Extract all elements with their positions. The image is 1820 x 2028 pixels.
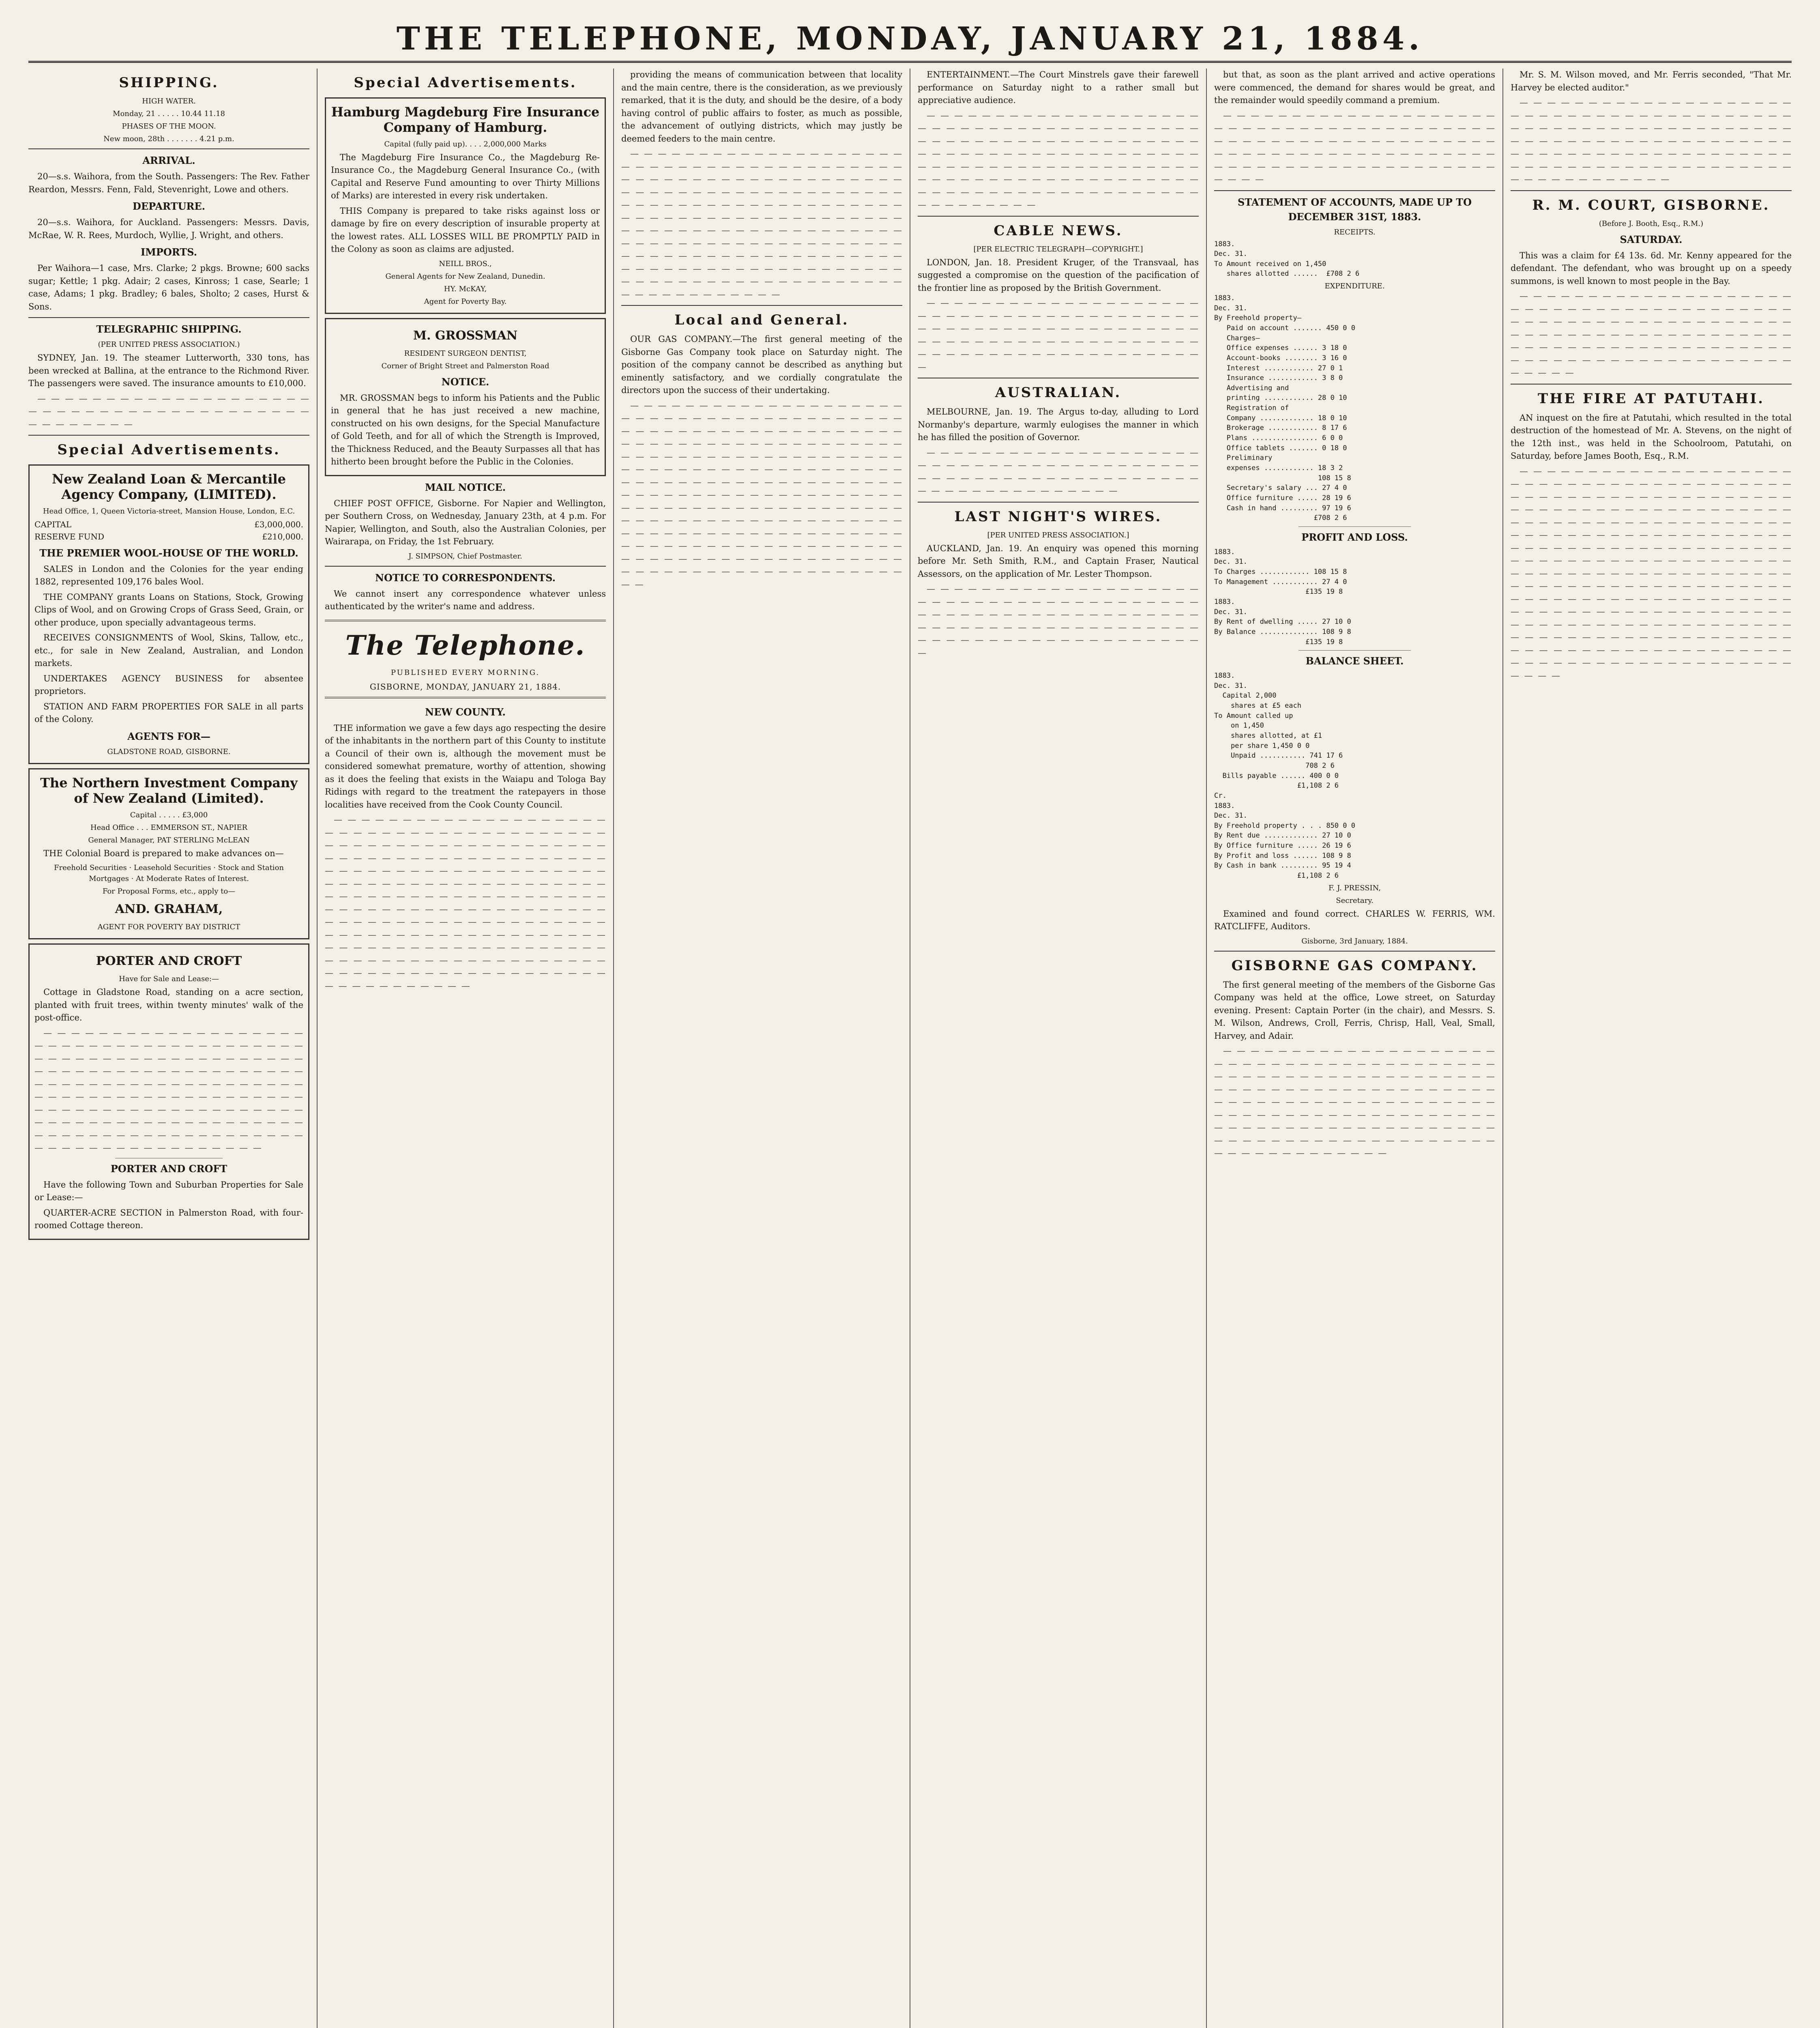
telegraph-heading: TELEGRAPHIC SHIPPING. <box>96 323 242 335</box>
imports-text: Per Waihora—1 case, Mrs. Clarke; 2 pkgs. Browne; 600 sacks sugar; Kettle; 1 pkg. Adair; 2 cases, Kinross; 1 case, Searle; 1 case, Adams; 1 pkg. Bradley; 6 bales, Sholto; 2 cases, Hurst & Sons. <box>28 263 309 312</box>
hamburg-text: The Magdeburg Fire Insurance Co., the Magdeburg Re-Insurance Co., the Magdeburg General Insurance Co., (with Capital and Reserve Fund amounting to over Thirty Millions of Marks) are interested in every risk undertaken. <box>331 152 600 201</box>
porter-advert <box>28 943 309 1240</box>
grossman-advert <box>325 318 606 476</box>
grossman-address: Corner of Bright Street and Palmerston Road <box>381 361 549 370</box>
loan-undertakes-text: UNDERTAKES AGENCY BUSINESS for absentee proprietors. <box>34 673 303 696</box>
loan-capital-value: £3,000,000. <box>254 519 303 529</box>
hamburg-section-title: Special Advertisements. <box>354 75 577 91</box>
column-1 <box>28 69 317 2028</box>
departure-heading: DEPARTURE. <box>133 200 205 212</box>
new-moon: New moon, 28th . . . . . . . 4.21 p.m. <box>103 135 234 143</box>
fire-heading: THE FIRE AT PATUTAHI. <box>1537 390 1765 407</box>
northern-advance: THE Colonial Board is prepared to make advances on— <box>43 848 284 858</box>
wires-note: [PER UNITED PRESS ASSOCIATION.] <box>987 531 1129 539</box>
col5-lead: but that, as soon as the plant arrived and active operations were commenced, the demand for shares would be great, and the remainder would speedily command a premium. <box>1214 70 1495 105</box>
wires-heading: LAST NIGHT'S WIRES. <box>954 508 1162 525</box>
divider <box>1214 190 1495 191</box>
imports-heading: IMPORTS. <box>141 246 197 258</box>
grossman-role: RESIDENT SURGEON DENTIST, <box>404 349 527 358</box>
county-heading: NEW COUNTY. <box>425 706 506 718</box>
divider <box>1511 384 1792 385</box>
porter-name: PORTER AND CROFT <box>96 954 242 969</box>
northern-manager: General Manager, PAT STERLING McLEAN <box>88 836 250 844</box>
divider <box>1298 526 1411 527</box>
gas-text: The first general meeting of the members of the Gisborne Gas Company was held at the office, Lowe street, on Saturday evening. Present: Captain Porter (in the chair), and Messrs. S. M. Wilson, Andrews, Croll, Ferris, Chrisp, Hall, Veal, Small, Harvey, and Adair. <box>1214 980 1495 1041</box>
hamburg-agent2-role: Agent for Poverty Bay. <box>424 297 507 306</box>
loan-advert <box>28 464 309 764</box>
cable-heading: CABLE NEWS. <box>994 222 1123 239</box>
receipts-heading: RECEIPTS. <box>1334 228 1376 236</box>
divider <box>28 435 309 436</box>
expenditure-heading: EXPENDITURE. <box>1324 282 1385 291</box>
column-5 <box>1206 69 1502 2028</box>
loan-reserve-value: £210,000. <box>262 531 303 541</box>
grossman-notice: NOTICE. <box>441 376 489 388</box>
accounts-signer-role: Secretary. <box>1336 896 1374 905</box>
telegraph-note: (PER UNITED PRESS ASSOCIATION.) <box>98 340 240 349</box>
column-4 <box>910 69 1206 2028</box>
divider <box>28 317 309 318</box>
loan-agents-heading: AGENTS FOR— <box>127 730 210 742</box>
column-filler: — — — — — — — — — — — — — — — — — — — — — — — — — — — — — — — — — — — — — — — — — — — — — — — — — — — — — — — — — — — — — — — — — — — — — — — — — — — — — — — — — — — — — — — — — — — — — — — — — — — — — — — — — — — — — — — — — — — — — — — — — — — — — <box>1511 291 1792 378</box>
divider <box>918 502 1199 503</box>
wool-house-heading: THE PREMIER WOOL-HOUSE OF THE WORLD. <box>39 547 298 559</box>
porter-end-text: Have the following Town and Suburban Properties for Sale or Lease:— <box>34 1179 303 1203</box>
loan-office: Head Office, 1, Queen Victoria-street, Mansion House, London, E.C. <box>43 507 295 516</box>
loan-station-text: STATION AND FARM PROPERTIES FOR SALE in all parts of the Colony. <box>34 701 303 724</box>
high-water: HIGH WATER. <box>142 97 196 105</box>
loan-capital-label: CAPITAL <box>34 519 72 529</box>
loan-section-title: Special Advertisements. <box>57 442 281 458</box>
tide-monday: Monday, 21 . . . . . 10.44 11.18 <box>113 110 225 118</box>
northern-company-name: The Northern Investment Company of New Zealand (Limited). <box>40 775 298 806</box>
column-filler: — — — — — — — — — — — — — — — — — — — — — — — — — — — — — — — — — — — — — — — — — — — — — — — — — — — — — — — — — — — — — — — — — — — — — — — — — — — — — — — — — — — — — — — — — — — — — — — — — — — — — — — — — — — — — — — — — — — — — — — — — — — — — — — — — — — — — — — — — — — — — — — — — — — — — — — — — — — — — — — — — — — — — — — — — — — — — — — — — — — — — — — — — — — — — — — — — — — — — — — — — — — — — — — — — — — — — — — — — — — — — — — — — — — — — — — — — — — — — — — — — — — — — — — — — — — — — — — — — — — — — — — — — — — — — — — — — — — — — — — — — — — — — — — — — — — — — — — — — — — — — — — — — — — — — — — — — — — — — — — — — — — — <box>1511 466 1792 681</box>
australian-text: MELBOURNE, Jan. 19. The Argus to-day, alluding to Lord Normanby's departure, warmly eulogises the manner in which he has filled the position of Governor. <box>918 407 1199 442</box>
column-filler: — — — — — — — — — — — — — — — — — — — — — — — — — — — — — — — — — — — — — — — — — — — — — — — — — — — — — — — — — — — — — — — — — — — — — — — — — — — — — — — — — — — — — — — — — — — — — — — — — — — — — — — — — — — — — — — — — — — — — — — — — — — — — — — — — — — — <box>1511 98 1792 184</box>
cable-note: [PER ELECTRIC TELEGRAPH—COPYRIGHT.] <box>973 245 1143 254</box>
balance-sheet-heading: BALANCE SHEET. <box>1305 655 1404 667</box>
divider <box>621 305 902 306</box>
profit-loss-table: 1883. Dec. 31. To Charges ............ 108 15 8 To Management ........... 27 4 0 £135 19 8 1883. Dec. 31. By Rent of dwelling ..... 27 10 0 By Balance .............. 108 9 8 £135 19 8 <box>1214 548 1351 646</box>
grossman-name: M. GROSSMAN <box>413 328 518 343</box>
expenditure-table: 1883. Dec. 31. By Freehold property— Paid on account ....... 450 0 0 Charges— Office expenses ...... 3 18 0 Account-books ........ 3 16 0 Interest ............ 27 0 1 Insurance ............ 3 8 0 Advertising and printing ............ 28 0 10 Registration of Company ............. 18 0 10 Brokerage ............ 8 17 6 Plans ................ 6 0 0 Office tablets ....... 0 18 0 Preliminary expenses ............ 18 3 2 108 15 8 Secretary's salary ... 27 4 0 Office furniture ..... 28 19 6 Cash in hand ......... 97 19 6 £708 2 6 <box>1214 294 1355 522</box>
accounts-heading: STATEMENT OF ACCOUNTS, MADE UP TO DECEMBER 31ST, 1883. <box>1237 196 1472 223</box>
accounts-signer: F. J. PRESSIN, <box>1329 883 1381 892</box>
hamburg-agent2: HY. McKAY, <box>444 284 487 293</box>
departure-text: 20—s.s. Waihora, for Auckland. Passengers: Messrs. Davis, McRae, W. R. Rees, Murdoch, Wyllie, J. Wright, and others. <box>28 217 309 240</box>
court-heading: R. M. COURT, GISBORNE. <box>1532 197 1770 213</box>
hamburg-company-name: Hamburg Magdeburg Fire Insurance Company of Hamburg. <box>331 104 600 135</box>
porter-end-name: PORTER AND CROFT <box>110 1162 228 1175</box>
arrival-text: 20—s.s. Waihora, from the South. Passengers: The Rev. Father Reardon, Messrs. Fenn, Fald, Stevenright, Lowe and others. <box>28 172 309 194</box>
accounts-date: Gisborne, 3rd January, 1884. <box>1301 937 1408 945</box>
column-filler: — — — — — — — — — — — — — — — — — — — — — — — — — — — — — — — — — — — — — — — — — — — — — — — — — — — — — — — — — — — — — — — — — — — — — — — — — — — <box>918 447 1199 496</box>
accounts-auditors: Examined and found correct. CHARLES W. FERRIS, WM. RATCLIFFE, Auditors. <box>1214 909 1495 932</box>
columns <box>28 69 1792 2028</box>
column-filler: — — — — — — — — — — — — — — — — — — — — — — — — — — — — — — — — — — — — — — — — — — — — — — — — — — — — — — — — — — — — — — — — — — — — — — — — — — — — — — — — — — — — — — — — — — — — — — — — — — — — — — — — — — — — — — — — — — — — — — — — — — — — — — — — — — — — — — — — — — — — — — — — — — — — — — — — — — — — — — — — — — — — — — — — — — — — — — — — — — — — — — — — — — — — — — — — — — — — — — — — — — — — — — — — — — — — — — — — — — — — — — — — — — — — — — — — — — — — — — — — — — — — — — — — — — — — — — — — — — — — — — — — — — — — — — — — — — — — — — — — — — <box>621 400 902 589</box>
loan-company-text: THE COMPANY grants Loans on Stations, Stock, Growing Clips of Wool, and on Growing Crops of Grass Seed, Grain, or other produce, upon specially advantageous terms. <box>34 592 303 627</box>
graham-role: AGENT FOR POVERTY BAY DISTRICT <box>97 923 240 932</box>
northern-capital: Capital . . . . . £3,000 <box>130 810 208 819</box>
court-subheading: (Before J. Booth, Esq., R.M.) <box>1599 219 1704 228</box>
hamburg-advert <box>325 97 606 314</box>
loan-reserve-label: RESERVE FUND <box>34 531 104 541</box>
local-heading: Local and General. <box>674 312 849 328</box>
northern-advert <box>28 768 309 939</box>
column-6 <box>1502 69 1792 2028</box>
column-filler: — — — — — — — — — — — — — — — — — — — — — — — — — — — — — — — — — — — — — — — — — — — — — — — — <box>28 393 309 429</box>
county-text: THE information we gave a few days ago respecting the desire of the inhabitants in the northern part of this County to institute a Council of their own is, although the movement must be considered somewhat premature, worthy of attention, showing as it does the feeling that exists in the Waiapu and Tologa Bay Ridings with regard to the treatment the ratepayers in those localities have received from the Cook County Council. <box>325 723 606 810</box>
column-3 <box>613 69 910 2028</box>
wool-house-text: SALES in London and the Colonies for the year ending 1882, represented 109,176 bales Wool. <box>34 564 303 587</box>
quarter-acre-text: QUARTER-ACRE SECTION in Palmerston Road, with four-roomed Cottage thereon. <box>34 1207 303 1231</box>
column-filler: — — — — — — — — — — — — — — — — — — — — — — — — — — — — — — — — — — — — — — — — — — — — — — — — — — — — — — — — — — — — — — — — — — — — — — — — — — — — — — — — — — — — — — — — — — — — — — — — — — — — — — — — — — — — — — — — — — — — — — — — — — — — — — — — — — — — — — — — — — — — — — — — — — — — — — — — — — — — — — — — — — — — — — — — — — — — — <box>1214 1046 1495 1158</box>
court-day: SATURDAY. <box>1620 233 1683 245</box>
masthead <box>28 16 1792 63</box>
loan-road: GLADSTONE ROAD, GISBORNE. <box>107 747 231 756</box>
balance-sheet-table: 1883. Dec. 31. Capital 2,000 shares at £5 each To Amount called up on 1,450 shares allotted, at £1 per share 1,450 0 0 Unpaid ........... 741 17 6 708 2 6 Bills payable ...... 400 0 0 £1,108 2 6 Cr. 1883. Dec. 31. By Freehold property . . . 850 0 0 By Rent due ............. 27 10 0 By Office furniture ..... 26 19 6 By Profit and loss ...... 108 9 8 By Cash in bank ......... 95 19 4 £1,108 2 6 <box>1214 672 1355 880</box>
telegraph-text: SYDNEY, Jan. 19. The steamer Lutterworth, 330 tons, has been wrecked at Ballina, at the entrance to the Richmond River. The passengers were saved. The insurance amounts to £10,000. <box>28 353 309 388</box>
hamburg-notice: THIS Company is prepared to take risks against loss or damage by fire on every description of insurable property at the lowest rates. ALL LOSSES WILL BE PROMPTLY PAID in the Colony as soon as claims are adjusted. <box>331 206 600 254</box>
northern-office: Head Office . . . EMMERSON ST., NAPIER <box>90 823 248 832</box>
divider <box>918 216 1199 217</box>
newspaper-dateline: GISBORNE, MONDAY, JANUARY 21, 1884. <box>369 681 561 692</box>
divider <box>325 566 606 567</box>
divider <box>1214 951 1495 952</box>
loan-reserve <box>34 531 303 543</box>
graham-name: AND. GRAHAM, <box>115 902 223 917</box>
mail-text: CHIEF POST OFFICE, Gisborne. For Napier and Wellington, per Southern Cross, on Wednesday, January 23th, at 4 p.m. For Napier, Wellington, and South, also the Australian Colonies, per Wairarapa, on Friday, the 1st February. <box>325 498 606 547</box>
loan-capital <box>34 518 303 531</box>
mail-heading: MAIL NOTICE. <box>425 481 506 493</box>
northern-advance-items: Freehold Securities · Leasehold Securities · Stock and Station Mortgages · At Moderate Rates of Interest. <box>54 864 284 883</box>
shipping-title: SHIPPING. <box>119 75 219 91</box>
divider <box>1511 190 1792 191</box>
col3-lead: providing the means of communication between that locality and the main centre, there is the consideration, as we previously remarked, that it is the duty, and should be the desire, of a body having control of public affairs to foster, as much as possible, the advancement of outlying districts, which may justly be deemed feeders to the main centre. <box>621 70 902 144</box>
column-filler: — — — — — — — — — — — — — — — — — — — — — — — — — — — — — — — — — — — — — — — — — — — — — — — — — — — — — — — — — — — — — — — — — — — — — — — — — — — — — — — — — — — — — — — — — — — — — — — — — — — — — — — — — — — — — — — — — — — — — — — — — — — — — — — — — — — — — — — — — — — — — — — — — — — — — — — — — — — — — — — — — — — — — — — — — — — — — — — — — — — — — — — — — — — — — — — — — — — — — — — — — — — — — — — — — — — — — — — — — — — — — — — — — — — — — — — — — — — — — — — — — — — — — — — — — — — — — — — — — — — — — — — — — — — — — — — <box>325 815 606 991</box>
mail-signature: J. SIMPSON, Chief Postmaster. <box>408 552 522 561</box>
divider <box>28 148 309 149</box>
masthead-title: THE TELEPHONE, MONDAY, JANUARY 21, 1884. <box>396 20 1424 57</box>
col6-lead: Mr. S. M. Wilson moved, and Mr. Ferris seconded, "That Mr. Harvey be elected auditor." <box>1511 70 1792 92</box>
moon-phases: PHASES OF THE MOON. <box>122 122 216 131</box>
northern-forms: For Proposal Forms, etc., apply to— <box>102 887 236 896</box>
newspaper-brand: The Telephone. <box>345 629 586 661</box>
gas-heading: GISBORNE GAS COMPANY. <box>1231 957 1478 974</box>
porter-text: Cottage in Gladstone Road, standing on a acre section, planted with fruit trees, within twenty minutes' walk of the post-office. <box>34 987 303 1023</box>
col4-lead: ENTERTAINMENT.—The Court Minstrels gave their farewell performance on Saturday night to a rather small but appreciative audience. <box>918 70 1199 105</box>
hamburg-agent1: NEILL BROS., <box>439 259 492 268</box>
newspaper-tagline: PUBLISHED EVERY MORNING. <box>391 668 540 677</box>
loan-company-name: New Zealand Loan & Mercantile Agency Company, (LIMITED). <box>52 471 286 503</box>
porter-sale: Have for Sale and Lease:— <box>119 975 219 984</box>
column-filler: — — — — — — — — — — — — — — — — — — — — — — — — — — — — — — — — — — — — — — — — — — — — — — — — — — — — — — — — — — — — — — — — — — — — — — — — — — — — — — — — — — — — — — — — — — — — — — — — — — — — — <box>918 584 1199 658</box>
cable-text: LONDON, Jan. 18. President Kruger, of the Transvaal, has suggested a compromise on the question of the pacification of the frontier line as proposed by the British Government. <box>918 257 1199 293</box>
hamburg-capital: Capital (fully paid up). . . . 2,000,000 Marks <box>384 140 547 148</box>
loan-receives-text: RECEIVES CONSIGNMENTS of Wool, Skins, Tallow, etc., etc., for sale in New Zealand, Australian, and London markets. <box>34 633 303 668</box>
australian-heading: AUSTRALIAN. <box>995 385 1122 401</box>
column-filler: — — — — — — — — — — — — — — — — — — — — — — — — — — — — — — — — — — — — — — — — — — — — — — — — — — — — — — — — — — — — — — — — — — — — — — — — — — — — — — — — — — — — — — — — — — — — — — — — — — — — — — — — — — — — — — — — — — — — — — — — — — — — — — — — — — — — — — — — — — — — — — — — — — — — — — — — — — — — — — — — — — — — — — — — — — — — — — — — — — — — — — — — — — — — — — — — — — — — <box>34 1028 303 1153</box>
column-filler: — — — — — — — — — — — — — — — — — — — — — — — — — — — — — — — — — — — — — — — — — — — — — — — — — — — — — — — — — — — — — — — — — — — — — — — — — — — — — — — — — — — — — — — — — — — — — — — — — — — — — — — — <box>1214 110 1495 184</box>
grossman-text: MR. GROSSMAN begs to inform his Patients and the Public in general that he has just received a new machine, constructed on his own designs, for the Special Manufacture of Gold Teeth, and for all of which the Strength is Improved, the Thickness Reduced, and the Beauty Surpasses all that has hitherto been brought before the Public in the Colonies. <box>331 393 600 467</box>
column-filler: — — — — — — — — — — — — — — — — — — — — — — — — — — — — — — — — — — — — — — — — — — — — — — — — — — — — — — — — — — — — — — — — — — — — — — — — — — — — — — — — — — — — — — — — — — — — — — — — — — — — — — — — — — — — — — — — — — — — — — — — — — — — — — — — — — — — — — — — — — — — — — — — — — — — — — — — — — — — — — — — — — — — — — — — — — — — — — — — — — — — — — — — — — — — — — — — — — — — — — — — — — — — — — — — — — — — — — — — — — — — — — — — — — — — — — — — <box>621 149 902 299</box>
newspaper-title-block <box>325 620 606 698</box>
correspondents-text: We cannot insert any correspondence whatever unless authenticated by the writer's name and address. <box>325 589 606 612</box>
hamburg-agent1-role: General Agents for New Zealand, Dunedin. <box>385 272 545 281</box>
fire-text: AN inquest on the fire at Patutahi, which resulted in the total destruction of the homestead of Mr. A. Stevens, on the night of the 12th inst., was held in the Schoolroom, Patutahi, on Saturday, before James Booth, Esq., R.M. <box>1511 412 1792 461</box>
arrival-heading: ARRIVAL. <box>142 155 195 166</box>
local-text: OUR GAS COMPANY.—The first general meeting of the Gisborne Gas Company took place on Saturday night. The position of the company cannot be described as anything but eminently satisfactory, and we cordially congratulate the directors upon the success of their undertaking. <box>621 334 902 395</box>
correspondents-heading: NOTICE TO CORRESPONDENTS. <box>375 571 556 584</box>
wires-text: AUCKLAND, Jan. 19. An enquiry was opened this morning before Mr. Seth Smith, R.M., and Captain Fraser, Nautical Assessors, on the application of Mr. Lester Thompson. <box>918 543 1199 579</box>
receipts-table: 1883. Dec. 31. To Amount received on 1,450 shares allotted ...... £708 2 6 <box>1214 240 1360 278</box>
column-filler: — — — — — — — — — — — — — — — — — — — — — — — — — — — — — — — — — — — — — — — — — — — — — — — — — — — — — — — — — — — — — — — — — — — — — — — — — — — — — — — — — — — — — — — — — — — — — — — — — — — — — — — — — — — — — — — — — — — — — — — — — — — — — — — — — — — — — — — — — — — — — — — — — — — — — <box>918 110 1199 210</box>
profit-loss-heading: PROFIT AND LOSS. <box>1301 531 1408 543</box>
column-2 <box>317 69 613 2028</box>
column-filler: — — — — — — — — — — — — — — — — — — — — — — — — — — — — — — — — — — — — — — — — — — — — — — — — — — — — — — — — — — — — — — — — — — — — — — — — — — — — — — — — — — — — — — — — — — — — — — — — — — — — — <box>918 298 1199 372</box>
divider <box>1298 650 1411 651</box>
court-text: This was a claim for £4 13s. 6d. Mr. Kenny appeared for the defendant. The defendant, who was brought up on a speedy summons, is well known to most people in the Bay. <box>1511 250 1792 286</box>
